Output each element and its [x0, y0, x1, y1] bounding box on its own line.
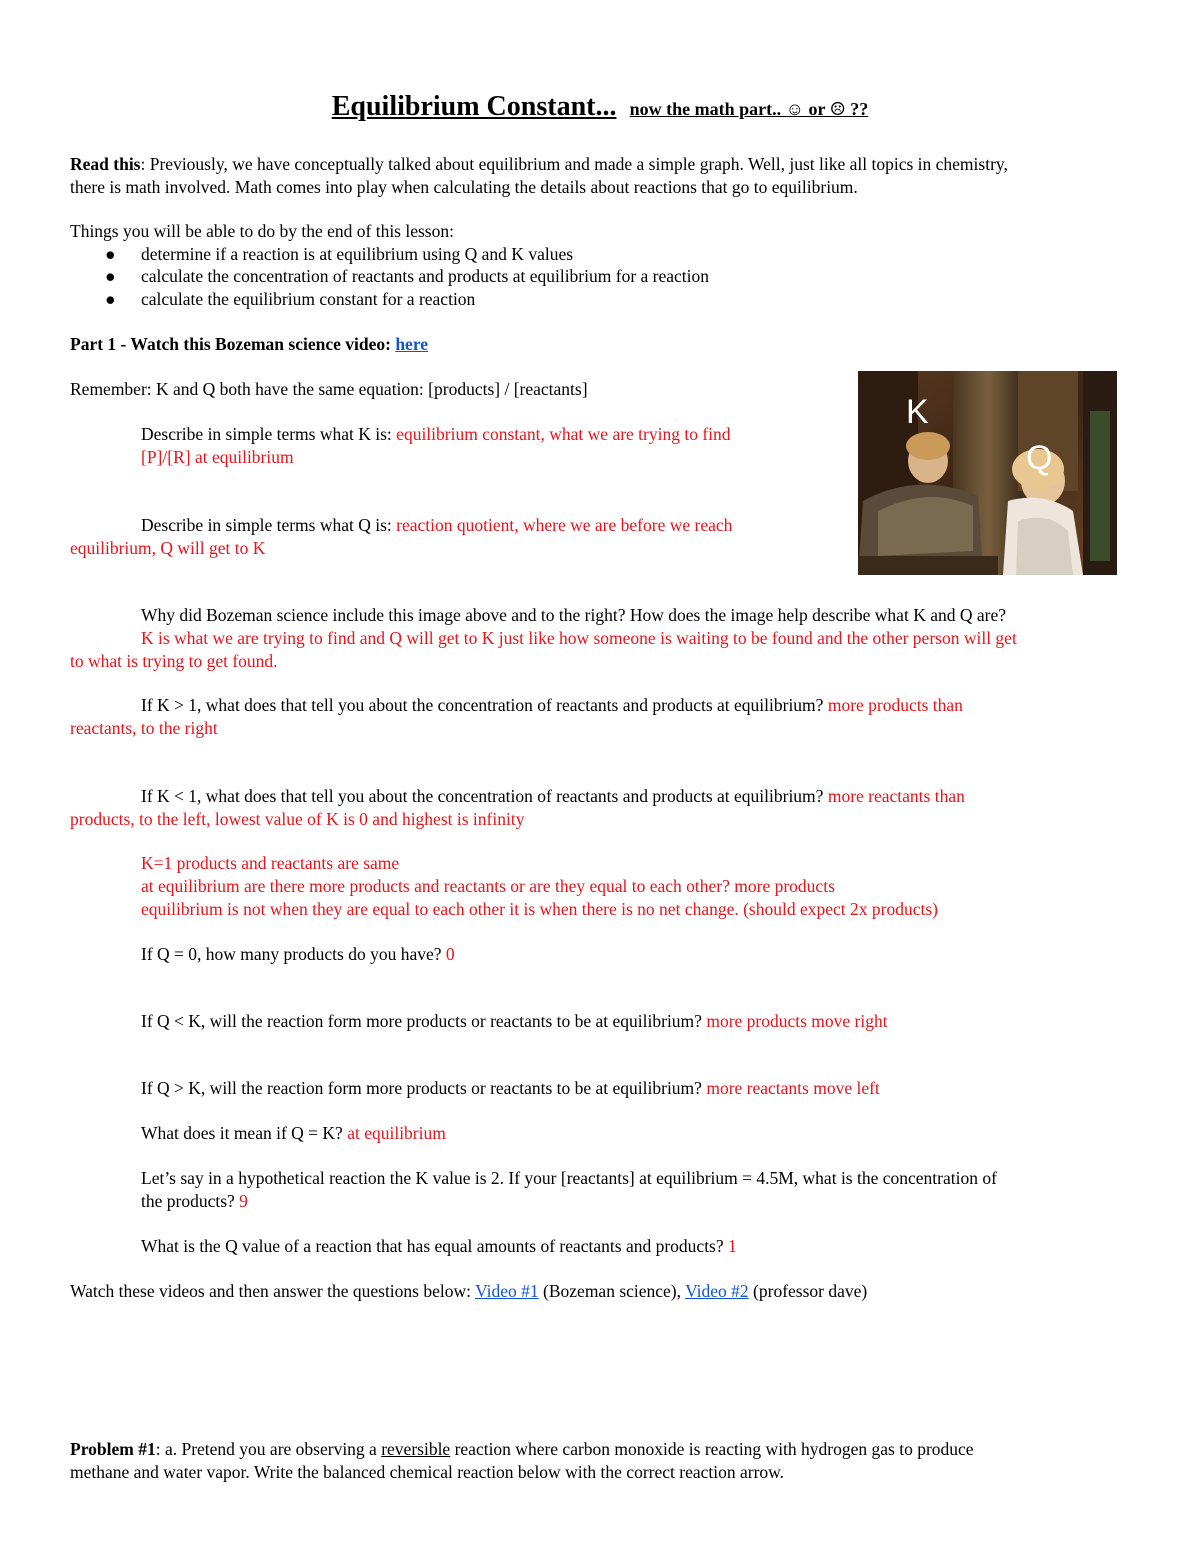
problem-1-text-2: reaction where carbon monoxide is reacting with hydrogen gas to produce	[454, 1439, 974, 1459]
problem-1-line-2: methane and water vapor. Write the balanced chemical reaction below with the correct reaction arrow.	[70, 1461, 785, 1482]
note-line: at equilibrium are there more products and reactants or are they equal to each other? more products	[141, 876, 835, 896]
video-link-here[interactable]: here	[395, 334, 429, 354]
question-equal-amounts	[141, 1235, 737, 1258]
videos-intro: Watch these videos and then answer the questions below:	[70, 1281, 471, 1301]
things-heading: Things you will be able to do by the end of this lesson:	[70, 221, 454, 241]
question-k	[141, 423, 841, 468]
q6-answer: 0	[445, 944, 455, 964]
question-q-greater-k	[141, 1077, 880, 1100]
question-q-equals-k	[141, 1122, 446, 1145]
q11-prompt: What is the Q value of a reaction that has equal amounts of reactants and products?	[141, 1236, 724, 1256]
intro-line-2: there is math involved. Math comes into play when calculating the details about reactions that go to equilibrium.	[70, 176, 858, 197]
part1-label: Part 1 - Watch this Bozeman science video:	[70, 334, 391, 354]
q5-prompt: If K < 1, what does that tell you about the concentration of reactants and products at equilibrium?	[141, 786, 824, 806]
list-item: ● calculate the concentration of reactants and products at equilibrium for a reaction	[105, 266, 710, 286]
q7-answer: more products move right	[706, 1011, 888, 1031]
problem-1	[70, 1438, 1140, 1483]
video-link-1[interactable]: Video #1	[475, 1281, 539, 1301]
question-k-less	[141, 785, 965, 808]
list-item: ● determine if a reaction is at equilibrium using Q and K values	[105, 244, 574, 264]
part1-heading	[70, 333, 428, 356]
q1-prompt: Describe in simple terms what K is:	[141, 424, 392, 444]
question-hypothetical	[141, 1167, 1131, 1212]
problem-1-label: Problem #1	[70, 1439, 156, 1459]
q11-answer: 1	[728, 1236, 737, 1256]
problem-1-text-1: : a. Pretend you are observing a	[155, 1439, 377, 1459]
video-source-1: (Bozeman science),	[543, 1281, 682, 1301]
note-line: equilibrium is not when they are equal to each other it is when there is no net change. (should expect 2x products)	[141, 899, 938, 919]
videos-line	[70, 1280, 867, 1303]
question-q-zero	[141, 943, 455, 966]
q6-prompt: If Q = 0, how many products do you have?	[141, 944, 442, 964]
k-label: K	[906, 393, 929, 431]
question-k-greater	[141, 694, 963, 717]
q1-answer-1: equilibrium constant, what we are trying to find	[396, 424, 731, 444]
bullet-icon: ●	[105, 244, 116, 264]
q3-prompt: Why did Bozeman science include this image above and to the right? How does the image help describe what K and Q are?	[141, 605, 1006, 625]
q8-prompt: If Q > K, will the reaction form more products or reactants to be at equilibrium?	[141, 1078, 702, 1098]
title-sub: now the math part.. ☺ or ☹ ??	[629, 99, 869, 119]
question-q	[141, 514, 732, 537]
note-line: K=1 products and reactants are same	[141, 853, 400, 873]
page-title	[0, 91, 1200, 122]
q4-prompt: If K > 1, what does that tell you about the concentration of reactants and products at equilibrium?	[141, 695, 824, 715]
list-item: ● calculate the equilibrium constant for a reaction	[105, 289, 476, 309]
video-source-2: (professor dave)	[753, 1281, 868, 1301]
q1-answer-2: [P]/[R] at equilibrium	[141, 446, 294, 467]
bullet-icon: ●	[105, 289, 116, 309]
q7-prompt: If Q < K, will the reaction form more products or reactants to be at equilibrium?	[141, 1011, 702, 1031]
q10-answer: 9	[239, 1190, 248, 1211]
q5-answer-2: products, to the left, lowest value of K is 0 and highest is infinity	[70, 809, 525, 829]
q2-answer-2: equilibrium, Q will get to K	[70, 538, 266, 558]
q9-prompt: What does it mean if Q = K?	[141, 1123, 343, 1143]
painting-image	[858, 371, 1117, 575]
q5-answer-1: more reactants than	[827, 786, 965, 806]
q9-answer: at equilibrium	[347, 1123, 446, 1143]
q10-prompt-1: Let’s say in a hypothetical reaction the K value is 2. If your [reactants] at equilibrium = 4.5M, what is the concentration of	[141, 1168, 997, 1188]
q-label: Q	[1026, 439, 1053, 477]
remember-line: Remember: K and Q both have the same equation: [products] / [reactants]	[70, 379, 588, 399]
intro-line-1: : Previously, we have conceptually talked about equilibrium and made a simple graph. Well, just like all topics in chemistry,	[140, 154, 1008, 174]
video-link-2[interactable]: Video #2	[685, 1281, 749, 1301]
bullet-icon: ●	[105, 266, 116, 286]
intro-label: Read this	[70, 154, 141, 174]
q4-answer-1: more products than	[827, 695, 963, 715]
intro-paragraph	[70, 153, 1140, 198]
q2-answer-1: reaction quotient, where we are before we reach	[396, 515, 733, 535]
q10-prompt-2: the products?	[141, 1190, 235, 1211]
q4-answer-2: reactants, to the right	[70, 718, 218, 738]
q3-answer-1: K is what we are trying to find and Q will get to K just like how someone is waiting to be found and the other person will get	[141, 628, 1017, 648]
q8-answer: more reactants move left	[706, 1078, 880, 1098]
problem-1-keyword: reversible	[381, 1439, 451, 1459]
question-q-less-k	[141, 1010, 888, 1033]
title-main: Equilibrium Constant...	[331, 91, 617, 122]
q2-prompt: Describe in simple terms what Q is:	[141, 515, 392, 535]
q3-answer-2: to what is trying to get found.	[70, 651, 278, 671]
